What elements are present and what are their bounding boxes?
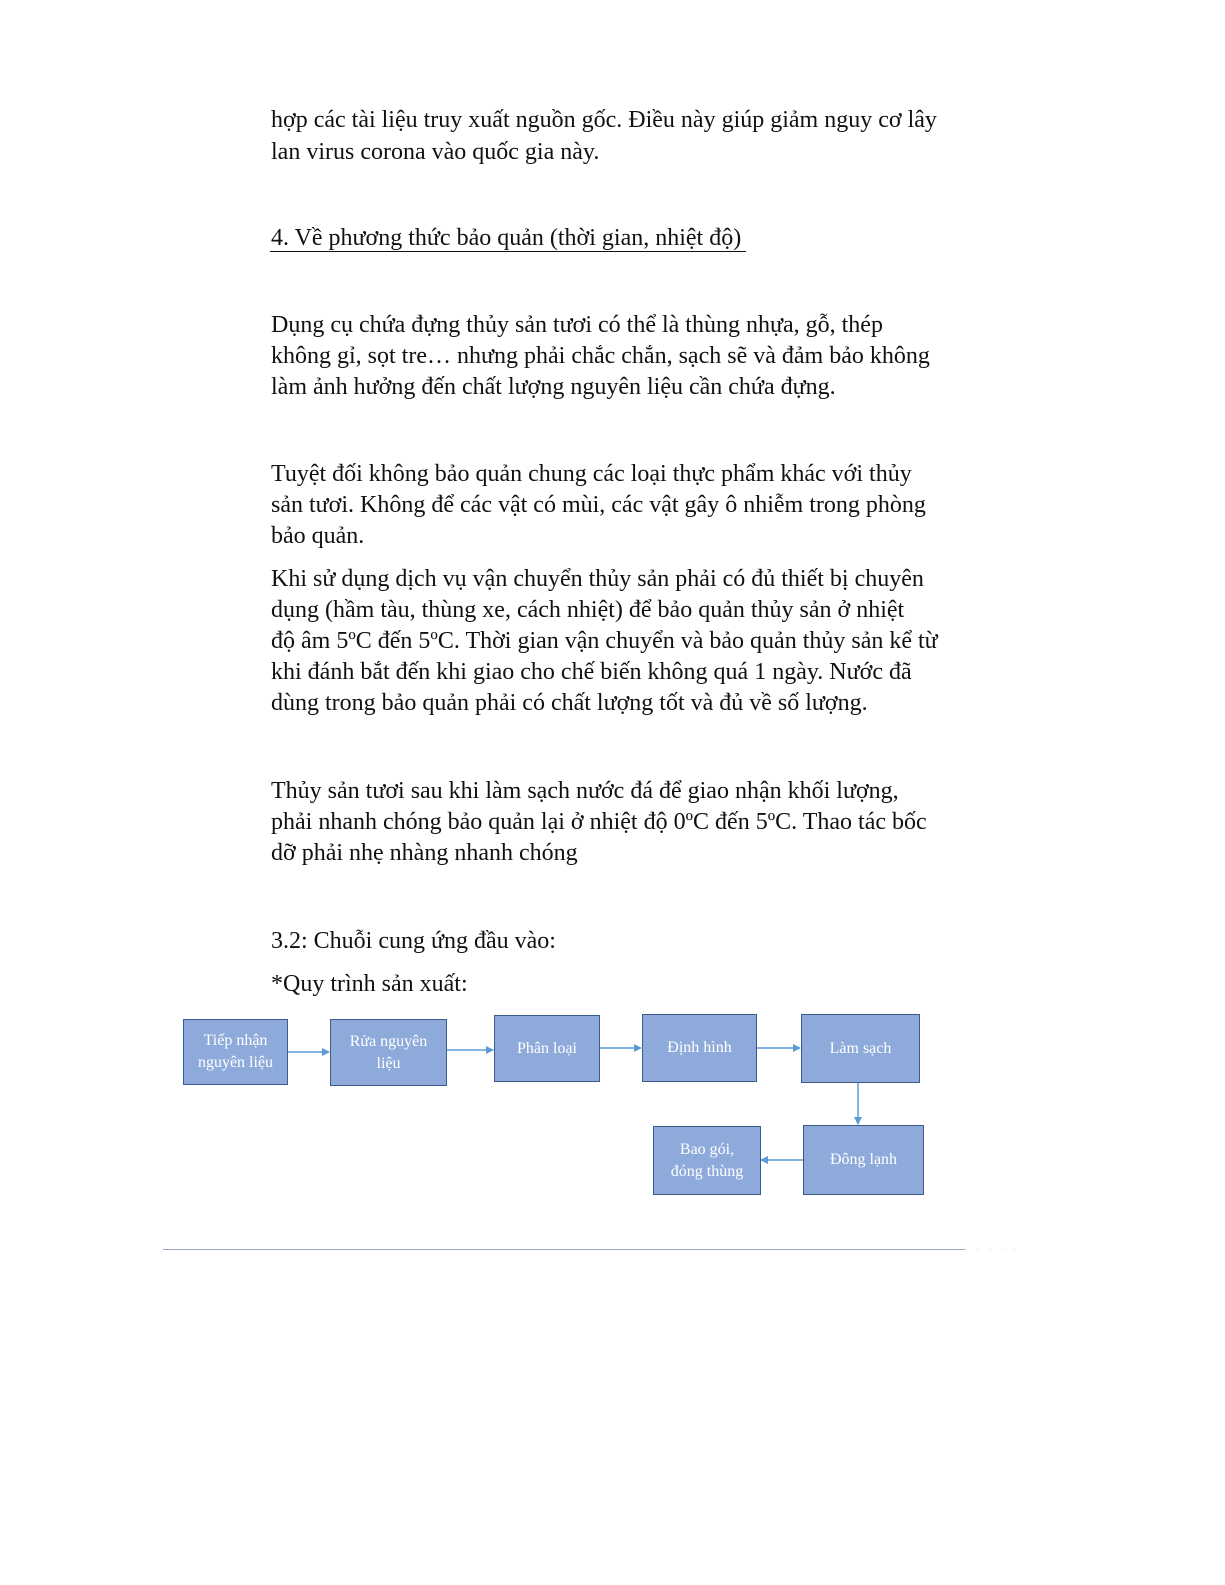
paragraph-2-line-3: bảo quản. bbox=[271, 523, 365, 549]
flow-step-wash-materials bbox=[330, 1019, 447, 1086]
section-heading: 4. Về phương thức bảo quản (thời gian, nhiệt độ) bbox=[271, 225, 742, 251]
flow-step-label: Đông lạnh bbox=[829, 1151, 898, 1168]
flow-step-label: liệu bbox=[376, 1054, 401, 1072]
paragraph-1-line-2: không gỉ, sọt tre… nhưng phải chắc chắn, sạch sẽ và đảm bảo không bbox=[271, 343, 930, 369]
process-label: *Quy trình sản xuất: bbox=[271, 971, 468, 997]
flow-step-label: Làm sạch bbox=[829, 1039, 892, 1057]
heading-underline bbox=[270, 251, 746, 252]
paragraph-1-line-1: Dụng cụ chứa đựng thủy sản tươi có thể là thùng nhựa, gỗ, thép bbox=[271, 312, 883, 338]
paragraph-2-line-1: Tuyệt đối không bảo quản chung các loại thực phẩm khác với thủy bbox=[271, 461, 912, 487]
flow-step-label: Phân loại bbox=[517, 1039, 577, 1057]
paragraph-3-line-5: dùng trong bảo quản phải có chất lượng tốt và đủ về số lượng. bbox=[271, 690, 868, 716]
flow-step-label: Tiếp nhận bbox=[203, 1032, 268, 1049]
flow-step-label: Bao gói, bbox=[679, 1140, 735, 1158]
paragraph-3-line-4: khi đánh bắt đến khi giao cho chế biến không quá 1 ngày. Nước đã bbox=[271, 659, 912, 685]
paragraph-4-line-3: dỡ phải nhẹ nhàng nhanh chóng bbox=[271, 840, 578, 866]
paragraph-2-line-2: sản tươi. Không để các vật có mùi, các vật gây ô nhiễm trong phòng bbox=[271, 492, 926, 518]
flow-step-sorting bbox=[494, 1015, 600, 1082]
intro-line-1: hợp các tài liệu truy xuất nguồn gốc. Điều này giúp giảm nguy cơ lây bbox=[271, 107, 937, 133]
paragraph-3-line-2: dụng (hầm tàu, thùng xe, cách nhiệt) để bảo quản thủy sản ở nhiệt bbox=[271, 597, 905, 623]
flow-step-packaging bbox=[653, 1126, 761, 1195]
flow-step-label: đóng thùng bbox=[670, 1162, 744, 1180]
flow-step-label: nguyên liệu bbox=[197, 1054, 274, 1071]
paragraph-4-line-2: phải nhanh chóng bảo quản lại ở nhiệt độ 0ºC đến 5ºC. Thao tác bốc bbox=[271, 809, 927, 835]
subsection-heading: 3.2: Chuỗi cung ứng đầu vào: bbox=[271, 928, 556, 954]
paragraph-3-line-1: Khi sử dụng dịch vụ vận chuyển thủy sản phải có đủ thiết bị chuyên bbox=[271, 566, 924, 592]
paragraph-3-line-3: độ âm 5ºC đến 5ºC. Thời gian vận chuyển và bảo quản thủy sản kể từ bbox=[271, 628, 938, 654]
flow-step-freezing bbox=[803, 1125, 924, 1195]
paragraph-1-line-3: làm ảnh hưởng đến chất lượng nguyên liệu cần chứa đựng. bbox=[271, 374, 836, 400]
flow-step-cleaning bbox=[801, 1014, 920, 1083]
footer-divider bbox=[163, 1249, 965, 1250]
intro-line-2: lan virus corona vào quốc gia này. bbox=[271, 139, 600, 165]
paragraph-4-line-1: Thủy sản tươi sau khi làm sạch nước đá để giao nhận khối lượng, bbox=[271, 778, 899, 804]
flow-step-label: Định hình bbox=[667, 1039, 732, 1056]
footer-dots: . . . . . bbox=[964, 1243, 1021, 1252]
flow-step-shaping bbox=[642, 1014, 757, 1082]
flow-step-receive-materials bbox=[183, 1019, 288, 1085]
flow-step-label: Rửa nguyên bbox=[349, 1032, 428, 1050]
